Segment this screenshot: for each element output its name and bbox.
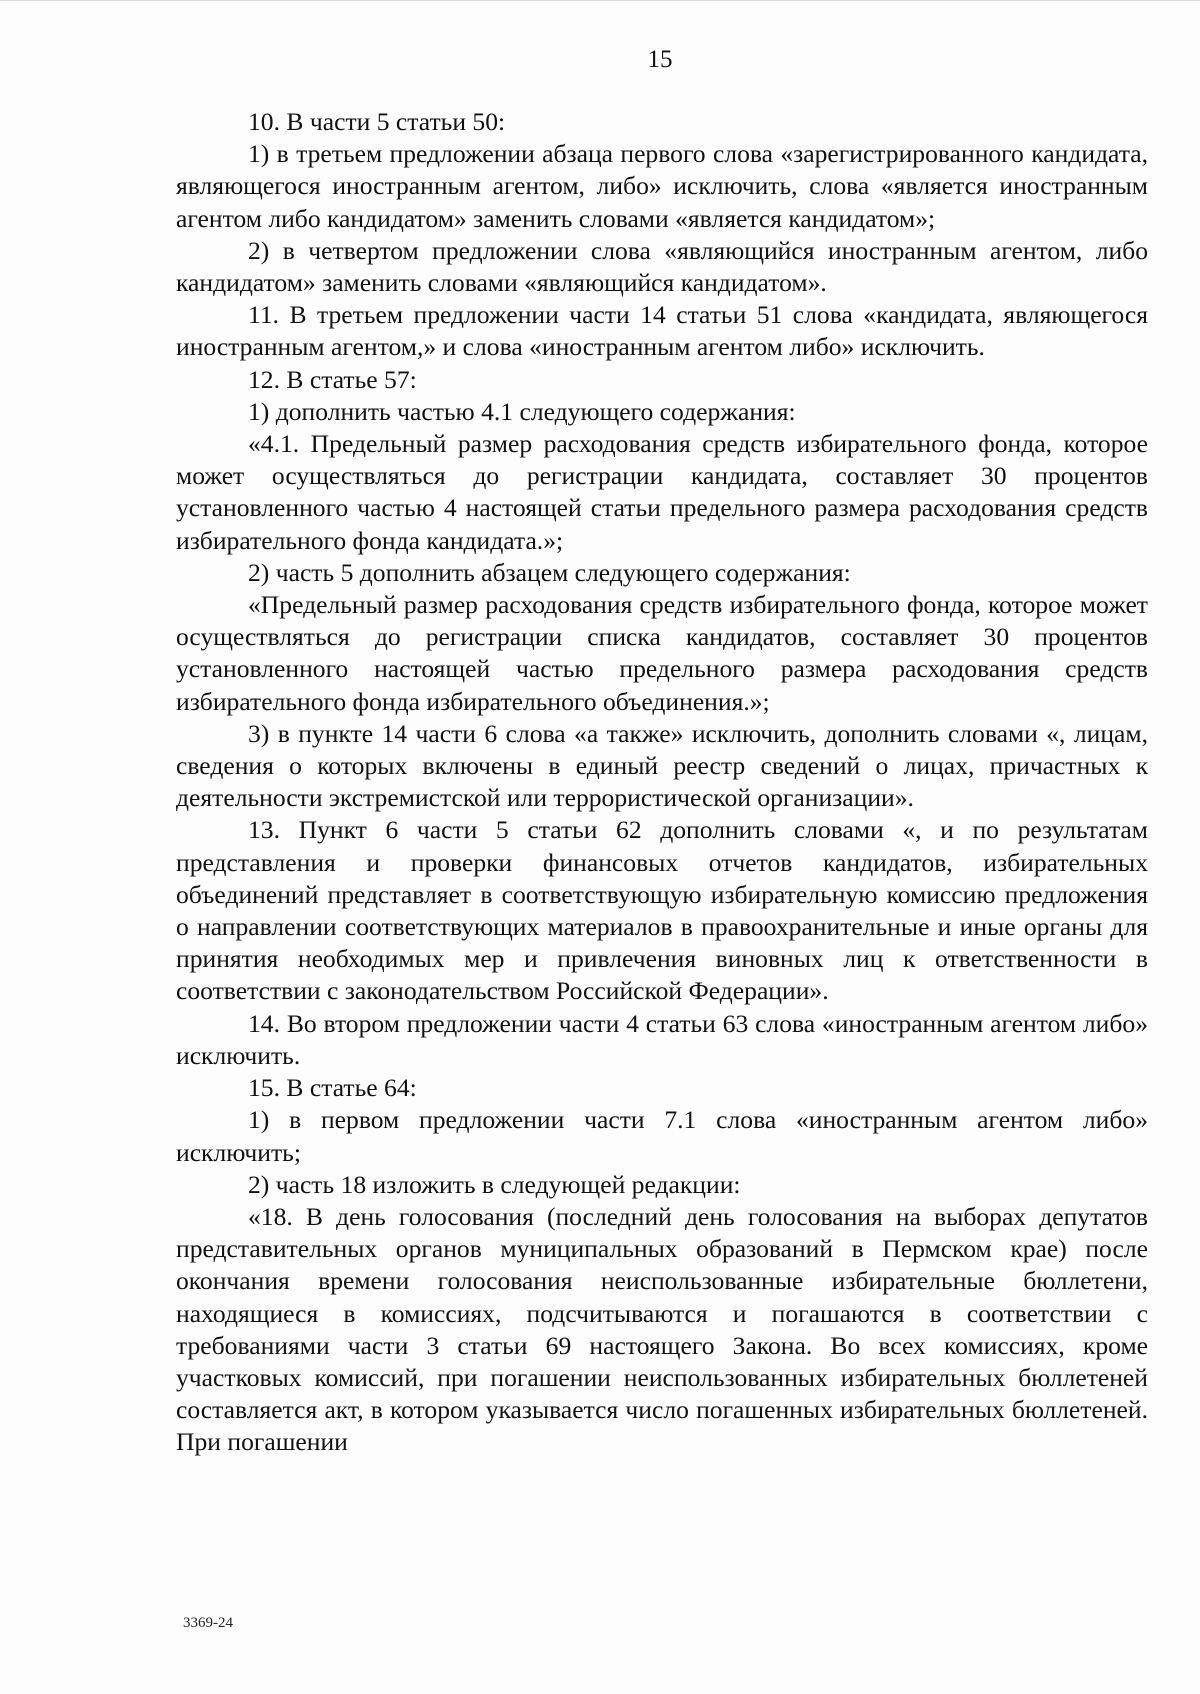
page-number: 15 — [647, 46, 673, 73]
paragraph: 13. Пункт 6 части 5 статьи 62 дополнить словами «, и по результатам представления и проверки финансовых отчетов кандидатов, избирательных объединений представляет в соответствующую избирательную комиссию предложения о направлении соответствующих материалов в правоохранительные и иные органы для принятия необходимых мер и привлечения виновных лиц к ответственности в соответствии с законодательством Российской Федерации». — [176, 815, 1148, 1006]
document-code: 3369-24 — [183, 1615, 233, 1631]
paragraph: 2) в четвертом предложении слова «являющийся иностранным агентом, либо кандидатом» заменить словами «являющийся кандидатом». — [176, 235, 1148, 298]
paragraph: 12. В статье 57: — [248, 364, 417, 394]
paragraph: 3) в пункте 14 части 6 слова «а также» исключить, дополнить словами «, лицам, сведения о которых включены в единый реестр сведений о лицах, причастных к деятельности экстремистской или террористической организации». — [176, 718, 1148, 813]
paragraph: «Предельный размер расходования средств избирательного фонда, которое может осуществляться до регистрации списка кандидатов, составляет 30 процентов установленного настоящей частью предельного размера расходования средств избирательного фонда избирательного объединения.»; — [176, 590, 1148, 716]
paragraph: «4.1. Предельный размер расходования средств избирательного фонда, которое может осуществляться до регистрации кандидата, составляет 30 процентов установленного частью 4 настоящей статьи предельного размера расходования средств избирательного фонда кандидата.»; — [176, 429, 1148, 555]
paragraph: 14. Во втором предложении части 4 статьи 63 слова «иностранным агентом либо» исключить. — [176, 1008, 1148, 1070]
paragraph: 2) часть 5 дополнить абзацем следующего содержания: — [248, 557, 851, 587]
paragraph: 1) в третьем предложении абзаца первого слова «зарегистрированного кандидата, являющегося иностранным агентом, либо» исключить, слова «является иностранным агентом либо кандидатом» заменить словами «является кандидатом»; — [176, 139, 1148, 233]
paragraph: 11. В третьем предложении части 14 статьи 51 слова «кандидата, являющегося иностранным агентом,» и слова «иностранным агентом либо» исключить. — [176, 300, 1148, 362]
paragraph: «18. В день голосования (последний день голосования на выборах депутатов представительных органов муниципальных образований в Пермском крае) после окончания времени голосования неиспользованные избирательные бюллетени, находящиеся в комиссиях, подсчитываются и погашаются в соответствии с требованиями части 3 статьи 69 настоящего Закона. Во всех комиссиях, кроме участковых комиссий, при погашении неиспользованных избирательных бюллетеней составляется акт, в котором указывается число погашенных избирательных бюллетеней. При погашении — [176, 1201, 1148, 1457]
paragraph: 1) дополнить частью 4.1 следующего содержания: — [248, 396, 796, 426]
paragraph: 2) часть 18 изложить в следующей редакции: — [248, 1169, 741, 1199]
document-body — [176, 106, 1148, 1459]
paragraph: 1) в первом предложении части 7.1 слова «иностранным агентом либо» исключить; — [176, 1105, 1148, 1167]
paragraph: 10. В части 5 статьи 50: — [248, 107, 506, 136]
paragraph: 15. В статье 64: — [248, 1073, 417, 1103]
